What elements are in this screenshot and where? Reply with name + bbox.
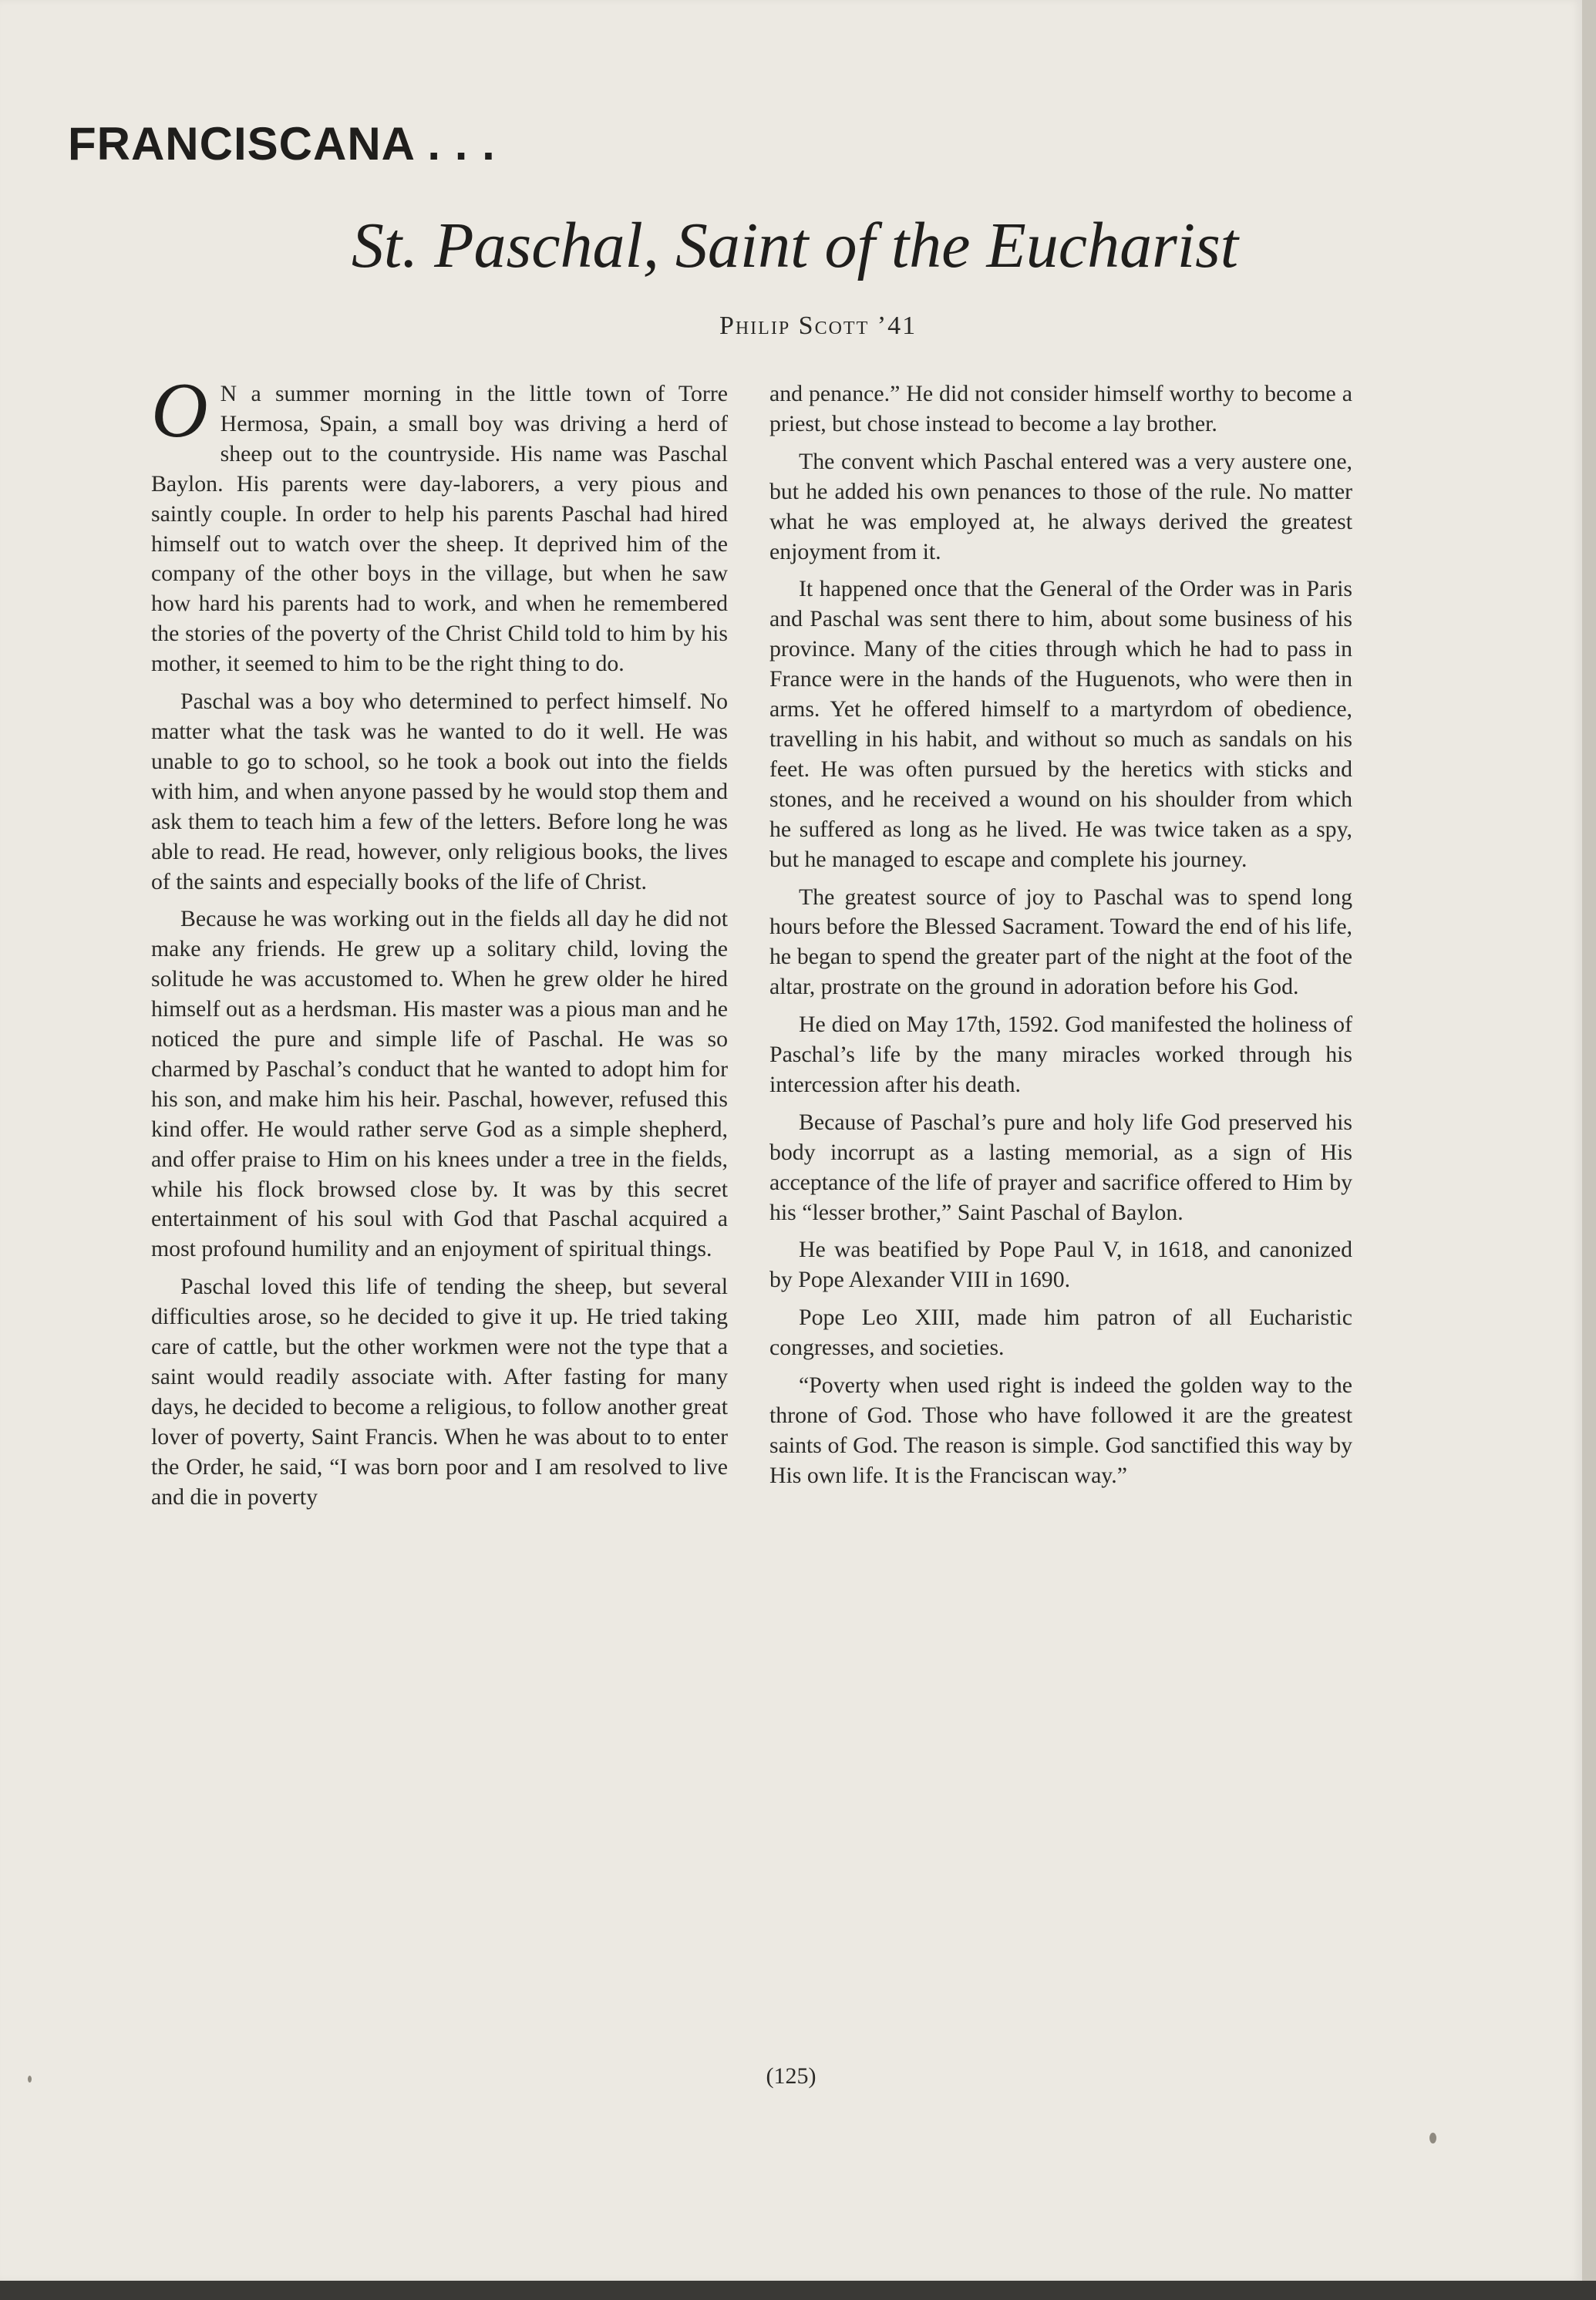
section-label: FRANCISCANA . . . (68, 118, 496, 170)
article-title: St. Paschal, Saint of the Eucharist (351, 210, 1239, 281)
paper-speck (1429, 2133, 1436, 2143)
paragraph: Because he was working out in the fields all day he did not make any friends. He grew up a solitary child, loving the solitude he was accustomed to. When he grew older he hired himself out as a herdsman. His master was a pious man and he noticed the pure and simple life of Paschal. He was so charmed by Paschal’s conduct that he wanted to adopt him for his son, and make him his heir. Paschal, however, refused this kind offer. He would rather serve God as a simple shepherd, and offer praise to Him on his knees under a tree in the fields, while his flock browsed close by. It was by this secret entertainment of his soul with God that Paschal acquired a most profound humility and an enjoyment of spiritual things. (151, 906, 728, 1262)
paragraph-text: N a summer morning in the little town of Torre Hermosa, Spain, a small boy was driving a herd of sheep out to the countryside. His name was Paschal Baylon. His parents were day-laborers, a very pious and saintly couple. In order to help his parents Paschal had hired himself out to watch over the sheep. It deprived him of the company of the other boys in the village, but when he saw how hard his parents had to work, and when he remembered the stories of the poverty of the Christ Child told to him by his mother, it seemed to him to be the right thing to do. (151, 381, 728, 677)
paragraph: He died on May 17th, 1592. God manifested the holiness of Paschal’s life by the many miracles worked through his intercession after his death. (769, 1012, 1352, 1097)
paragraph: The convent which Paschal entered was a very austere one, but he added his own penances to those of the rule. No matter what he was employed at, he always derived the greatest enjoyment from it. (769, 448, 1352, 564)
paragraph: Paschal was a boy who determined to perfect himself. No matter what the task was he wanted to do it well. He was unable to go to school, so he took a book out into the fields with him, and when anyone passed by he would stop them and ask them to teach him a few of the letters. Before long he was able to read. He read, however, only religious books, the lives of the saints and especially books of the life of Christ. (151, 689, 728, 894)
paragraph: “Poverty when used right is indeed the golden way to the throne of God. Those who have followed it are the greatest saints of God. The reason is simple. God sanctified this way by His own life. It is the Franciscan way.” (769, 1372, 1352, 1488)
right-column (769, 379, 1352, 1960)
left-column (151, 367, 728, 1960)
paragraph: Pope Leo XIII, made him patron of all Eucharistic congresses, and societies. (769, 1305, 1352, 1361)
paragraph: and penance.” He did not consider himself worthy to become a priest, but chose instead to become a lay brother. (769, 381, 1352, 436)
paragraph: Paschal loved this life of tending the sheep, but several difficulties arose, so he decided to give it up. He tried taking care of cattle, but the other workmen were not the type that a saint would readily associate with. After fasting for many days, he decided to become a religious, to follow another great lover of poverty, Saint Francis. When he was about to to enter the Order, he said, “I was born poor and I am resolved to live and die in poverty (151, 1274, 728, 1510)
scan-border (0, 2281, 1596, 2300)
paragraph: Because of Paschal’s pure and holy life God preserved his body incorrupt as a lasting memorial, as a sign of His acceptance of the life of prayer and sacrifice offered to Him by his “lesser brother,” Saint Paschal of Baylon. (769, 1109, 1352, 1225)
page-edge (1582, 0, 1596, 2281)
byline: Philip Scott ’41 (719, 311, 918, 340)
paragraph: He was beatified by Pope Paul V, in 1618, and canonized by Pope Alexander VIII in 1690. (769, 1237, 1352, 1293)
paragraph: It happened once that the General of the Order was in Paris and Paschal was sent there to him, about some business of his province. Many of the cities through which he had to pass in France were in the hands of the Huguenots, who were then in arms. Yet he offered himself to a martyrdom of obedience, travelling in his habit, and without so much as sandals on his feet. He was often pursued by the heretics with sticks and stones, and he received a wound on his shoulder from which he suffered as long as he lived. He was twice taken as a spy, but he managed to escape and complete his journey. (769, 576, 1352, 872)
page-number: (125) (766, 2063, 817, 2089)
paper-speck (28, 2076, 32, 2083)
drop-cap: O (151, 367, 208, 454)
paragraph (151, 367, 728, 679)
paragraph: The greatest source of joy to Paschal was to spend long hours before the Blessed Sacrament. Toward the end of his life, he began to spend the greater part of the night at the foot of the altar, prostrate on the ground in adoration before his God. (769, 884, 1352, 1000)
